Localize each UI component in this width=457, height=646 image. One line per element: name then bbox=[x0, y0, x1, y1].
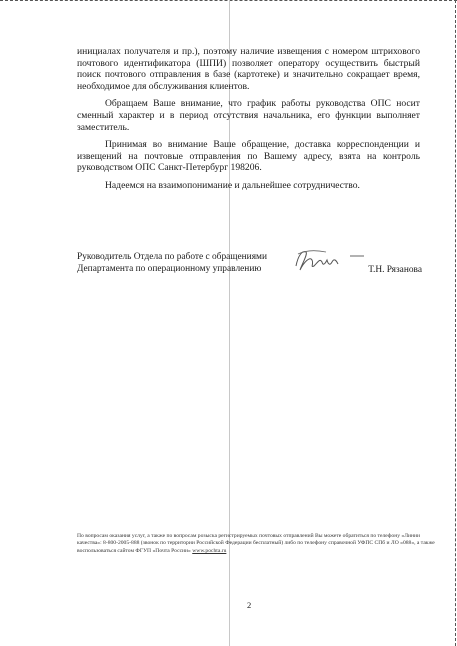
page-border-right bbox=[455, 0, 456, 646]
signatory-position bbox=[77, 252, 267, 275]
handwritten-signature bbox=[292, 244, 372, 278]
page-number: 2 bbox=[247, 600, 252, 610]
signatory-position-line-1: Руководитель Отдела по работе с обращениями bbox=[77, 252, 267, 262]
paragraph-schedule: Обращаем Ваше внимание, что график работы руководства ОПС носит сменный характер и в период отсутствия начальника, его функции выполняет заместитель. bbox=[77, 98, 420, 133]
footer-text: По вопросам оказания услуг, а также по вопросам розыска регистрируемых почтовых отправлений Вы можете обратиться по телефону «Линии качества»: 8-800-2005-888 (звонок по территории Российской Федерации бесплатный) либо по телефону справочной УФПС СПб и ЛО «088», а также воспользоваться сайтом ФГУП «Почта России» bbox=[77, 533, 435, 554]
paragraph-continuation: инициалах получателя и пр.), поэтому наличие извещения с номером штрихового почтового идентификатора (ШПИ) позволяет оператору осуществить быстрый поиск почтового отправления в базе (картотеке) и значительно сокращает время, необходимое для обслуживания клиентов. bbox=[77, 46, 420, 92]
paragraph-closing: Надеемся на взаимопонимание и дальнейшее сотрудничество. bbox=[105, 179, 360, 191]
signatory-name: Т.Н. Рязанова bbox=[368, 265, 422, 275]
letter-body bbox=[77, 46, 420, 198]
signatory-position-line-2: Департамента по операционному управлению bbox=[77, 263, 262, 274]
paragraph-delivery-control: Принимая во внимание Ваше обращение, доставка корреспонденции и извещений на почтовые отправления по Вашему адресу, взята на контроль руководством ОПС Санкт-Петербург 198206. bbox=[77, 139, 420, 174]
footer-contact-note bbox=[77, 533, 437, 555]
pochta-website-link[interactable]: www.pochta.ru bbox=[192, 547, 227, 554]
